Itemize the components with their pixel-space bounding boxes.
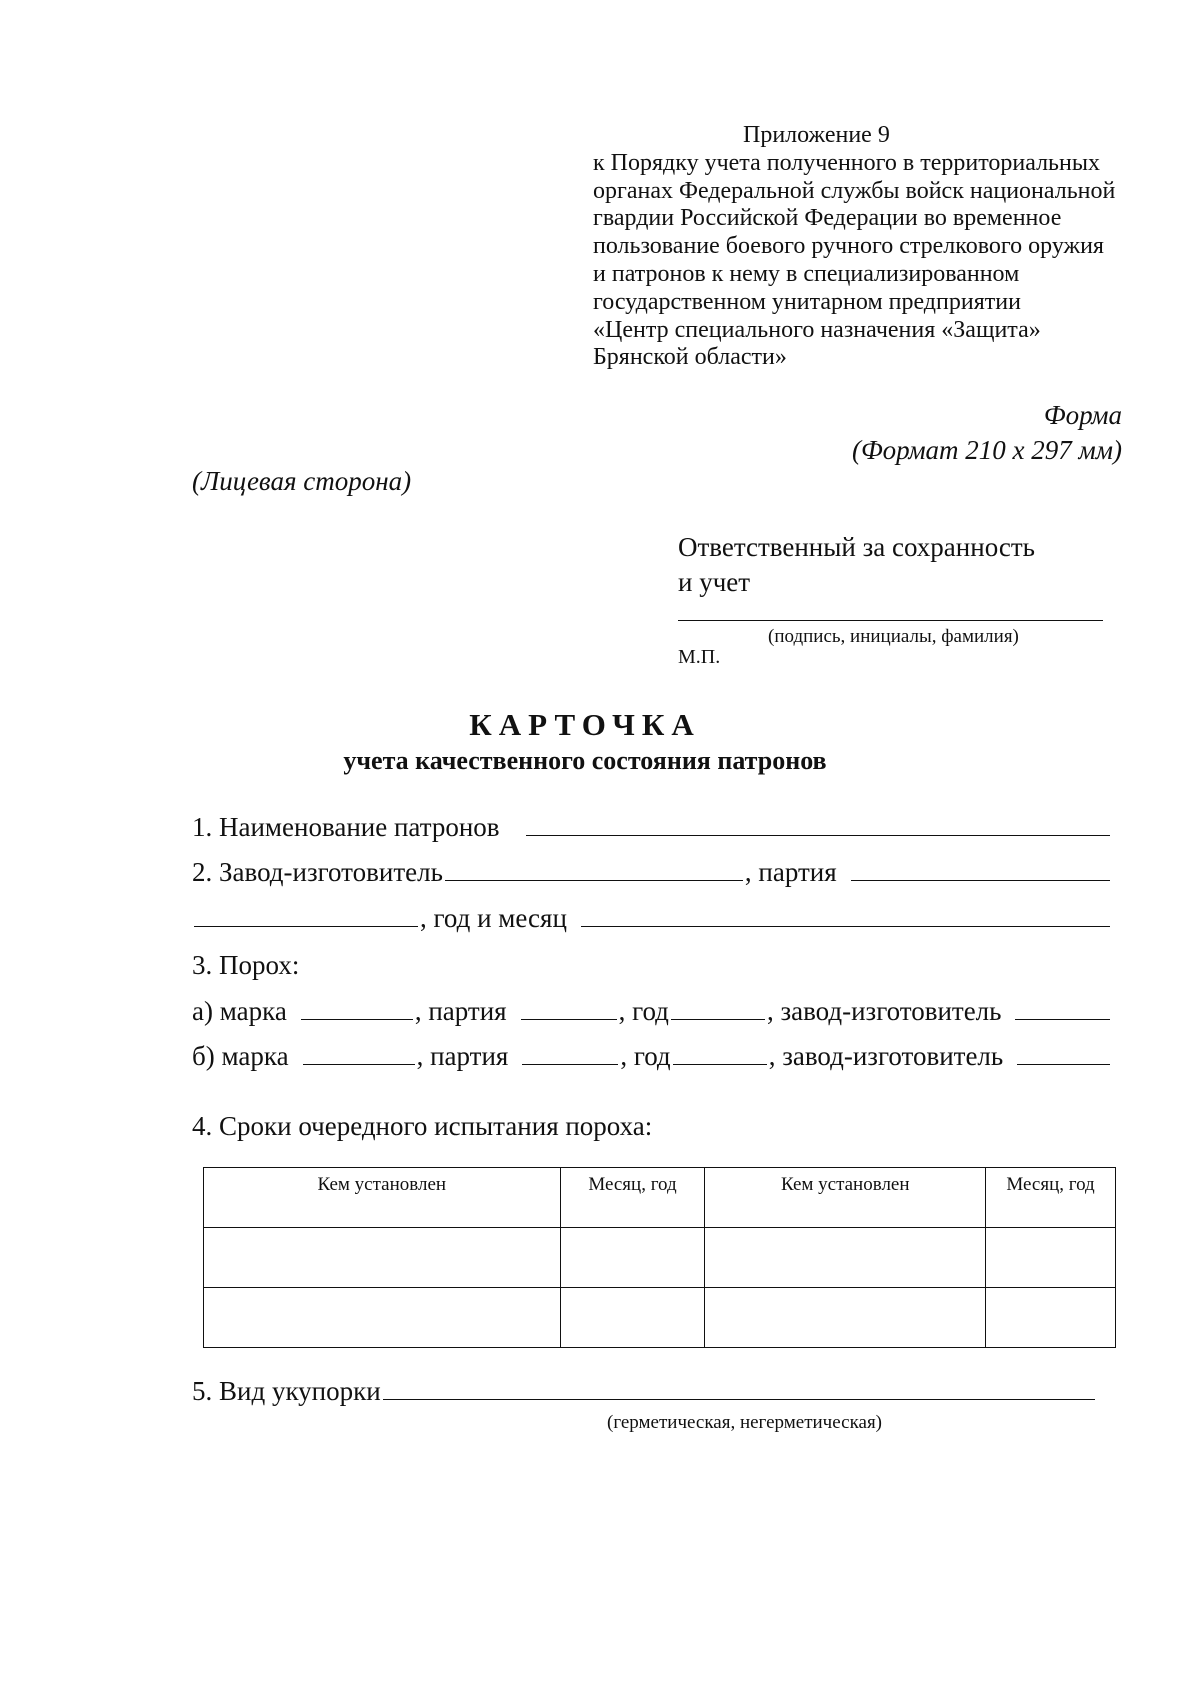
field-label: , партия [416, 1041, 509, 1071]
powder-b-year-field[interactable] [673, 1042, 767, 1065]
signature-field[interactable] [678, 620, 1103, 621]
table-header-cell: Кем установлен [204, 1168, 561, 1228]
appendix-line: пользование боевого ручного стрелкового оружия [593, 233, 1104, 260]
table-header-cell: Месяц, год [560, 1168, 705, 1228]
field-row-3a [192, 996, 1112, 1030]
table-header-cell: Кем установлен [705, 1168, 986, 1228]
table-cell[interactable] [986, 1288, 1116, 1348]
appendix-block [593, 122, 1153, 372]
table-header-row [204, 1168, 1116, 1228]
table-cell[interactable] [705, 1228, 986, 1288]
field-row-2b [192, 903, 1112, 937]
table-cell[interactable] [204, 1288, 561, 1348]
card-subtitle: учета качественного состояния патронов [343, 746, 827, 775]
manufacturer-field[interactable] [445, 858, 743, 881]
field-label: б) марка [192, 1041, 289, 1071]
appendix-line: государственном унитарном предприятии [593, 288, 1021, 315]
table-cell[interactable] [986, 1228, 1116, 1288]
appendix-title: Приложение 9 [743, 122, 890, 148]
table-cell[interactable] [560, 1288, 705, 1348]
manufacturer-continued-field[interactable] [194, 904, 418, 927]
form-label-block [852, 398, 1122, 468]
appendix-line: и патронов к нему в специализированном [593, 260, 1020, 287]
field-row-3b [192, 1041, 1112, 1075]
form-label: Форма [1043, 400, 1122, 430]
powder-a-year-field[interactable] [671, 997, 765, 1020]
appendix-line: «Центр специального назначения «Защита» [593, 316, 1041, 343]
field-label: 1. Наименование патронов [192, 812, 500, 842]
field-label: 2. Завод-изготовитель [192, 857, 443, 887]
appendix-line: к Порядку учета полученного в территориальных [593, 149, 1100, 176]
field-label: , партия [744, 857, 837, 887]
table-row [204, 1288, 1116, 1348]
table-cell[interactable] [560, 1228, 705, 1288]
appendix-line: органах Федеральной службы войск национальной [593, 177, 1116, 204]
field-label: 3. Порох: [192, 950, 300, 980]
field-row-2 [192, 857, 1112, 891]
powder-b-plant-field[interactable] [1017, 1042, 1110, 1065]
field-label: , год [620, 1041, 671, 1071]
field-label: , партия [414, 996, 507, 1026]
packaging-caption: (герметическая, негерметическая) [607, 1412, 883, 1433]
batch-field[interactable] [851, 858, 1110, 881]
cartridge-name-field[interactable] [526, 813, 1110, 836]
powder-test-table [203, 1167, 1116, 1348]
field-row-1 [192, 812, 1112, 846]
field-label: , завод-изготовитель [768, 1041, 1004, 1071]
field-label: , год и месяц [420, 903, 567, 933]
field-label: 5. Вид укупорки [192, 1376, 381, 1406]
field-label: а) марка [192, 996, 287, 1026]
form-format: (Формат 210 х 297 мм) [851, 435, 1122, 465]
powder-b-batch-field[interactable] [522, 1042, 618, 1065]
appendix-line: гвардии Российской Федерации во временное [593, 205, 1062, 232]
powder-b-mark-field[interactable] [303, 1042, 415, 1065]
field-label: , год [618, 996, 669, 1026]
year-month-field[interactable] [581, 904, 1110, 927]
responsible-line2: и учет [678, 567, 751, 597]
responsible-line1: Ответственный за сохранность [678, 532, 1035, 562]
field-row-5 [192, 1376, 1097, 1410]
powder-a-plant-field[interactable] [1015, 997, 1110, 1020]
table-row [204, 1228, 1116, 1288]
table-header-cell: Месяц, год [986, 1168, 1116, 1228]
powder-a-mark-field[interactable] [301, 997, 413, 1020]
field-label: 4. Сроки очередного испытания пороха: [192, 1111, 653, 1141]
field-row-4 [192, 1111, 1112, 1145]
signature-caption: (подпись, инициалы, фамилия) [768, 626, 1019, 647]
field-label: , завод-изготовитель [766, 996, 1002, 1026]
powder-a-batch-field[interactable] [521, 997, 617, 1020]
table-cell[interactable] [705, 1288, 986, 1348]
responsible-block [678, 530, 1035, 600]
stamp-label: М.П. [678, 646, 721, 668]
card-title: КАРТОЧКА [469, 707, 701, 742]
table-cell[interactable] [204, 1228, 561, 1288]
side-label: (Лицевая сторона) [192, 466, 412, 496]
field-row-3 [192, 950, 1112, 984]
appendix-line: Брянской области» [593, 344, 787, 371]
packaging-type-field[interactable] [383, 1377, 1095, 1400]
